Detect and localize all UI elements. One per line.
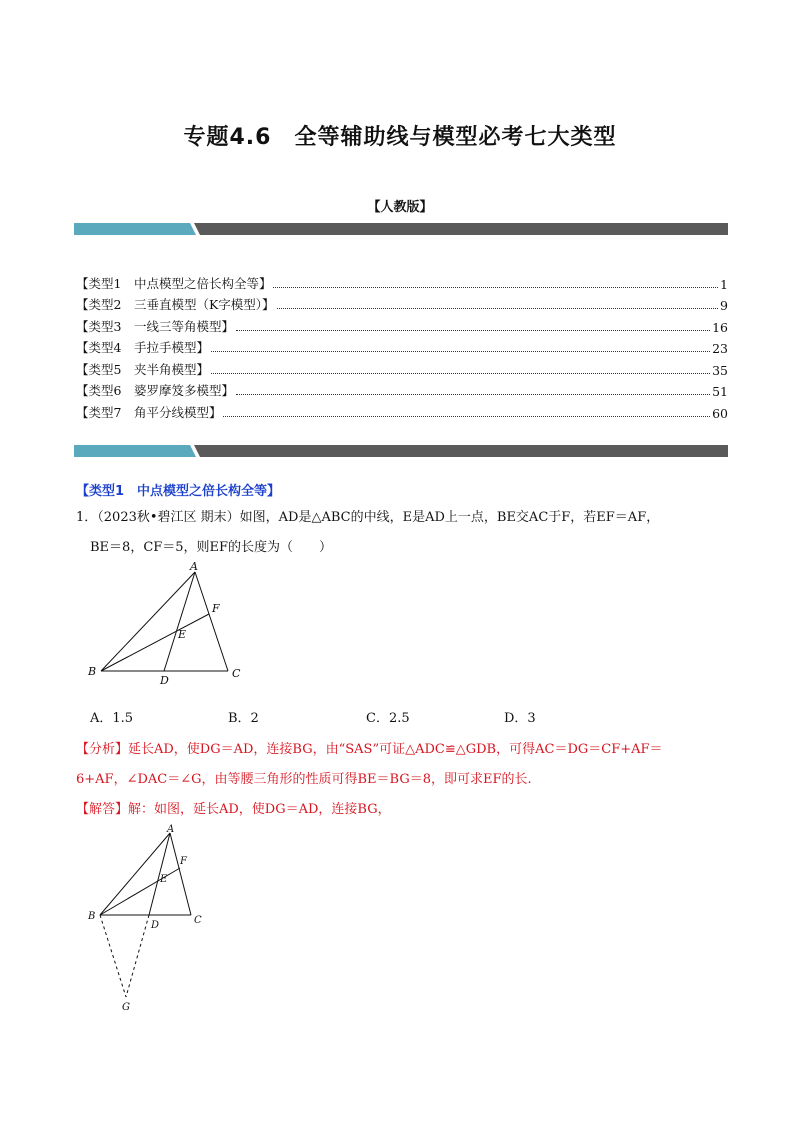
- solution-line: [76, 800, 391, 820]
- toc-item[interactable]: 【类型7 角平分线模型】 60: [76, 404, 728, 421]
- triangle-figure-1: [80, 560, 270, 690]
- header-band-bottom: [74, 445, 728, 457]
- toc-item[interactable]: 【类型5 夹半角模型】 35: [76, 361, 728, 378]
- section-heading: 【类型1 中点模型之倍长构全等】: [76, 484, 281, 499]
- question-line-1: 1．（2023秋•碧江区 期末）如图，AD是△ABC的中线，E是AD上一点，BE交AC于F，若EF＝AF，: [76, 510, 660, 525]
- table-of-contents: [76, 270, 728, 421]
- toc-item[interactable]: 【类型6 婆罗摩笈多模型】 51: [76, 383, 728, 399]
- choice-c[interactable]: C．2.5: [366, 711, 410, 726]
- label-b: B: [88, 911, 96, 922]
- solution-tag: 【解答】解：如图，延长AD，使DG＝AD，连接BG，: [76, 802, 391, 817]
- triangle-figure-2: [80, 822, 240, 1017]
- label-f: F: [180, 856, 187, 867]
- label-a: A: [190, 560, 198, 573]
- analysis-line-2: 6+AF，∠DAC＝∠G，由等腰三角形的性质可得BE＝BG＝8，即可求EF的长.: [76, 772, 532, 787]
- label-d: D: [160, 674, 169, 687]
- header-band-top: [74, 223, 728, 235]
- label-c: C: [232, 667, 241, 680]
- choice-b[interactable]: B．2: [228, 711, 259, 726]
- toc-item[interactable]: 【类型4 手拉手模型】 23: [76, 340, 728, 356]
- question-line-2: BE＝8，CF＝5，则EF的长度为（ ）: [90, 540, 333, 555]
- label-a: A: [167, 824, 175, 835]
- label-g: G: [122, 1002, 130, 1013]
- page-title: 专题4.6 全等辅助线与模型必考七大类型: [183, 125, 617, 150]
- label-b: B: [88, 665, 97, 678]
- label-d: D: [151, 920, 160, 931]
- choice-d[interactable]: D．3: [504, 711, 536, 726]
- toc-item[interactable]: 【类型3 一线三等角模型】 16: [76, 318, 728, 335]
- choice-a[interactable]: A．1.5: [90, 711, 134, 726]
- analysis-line-1: 【分析】延长AD，使DG＝AD，连接BG，由“SAS”可证△ADC≌△GDB，可得AC＝DG＝CF+AF＝: [76, 742, 663, 757]
- toc-item[interactable]: 【类型1 中点模型之倍长构全等】 1: [76, 275, 728, 292]
- edition-label: 【人教版】: [367, 200, 433, 215]
- answer-choices: [90, 707, 730, 726]
- toc-item[interactable]: 【类型2 三垂直模型（K字模型）】 9: [76, 297, 728, 313]
- label-c: C: [194, 915, 202, 926]
- label-f: F: [212, 602, 220, 615]
- label-e: E: [160, 874, 168, 885]
- label-e: E: [178, 628, 187, 641]
